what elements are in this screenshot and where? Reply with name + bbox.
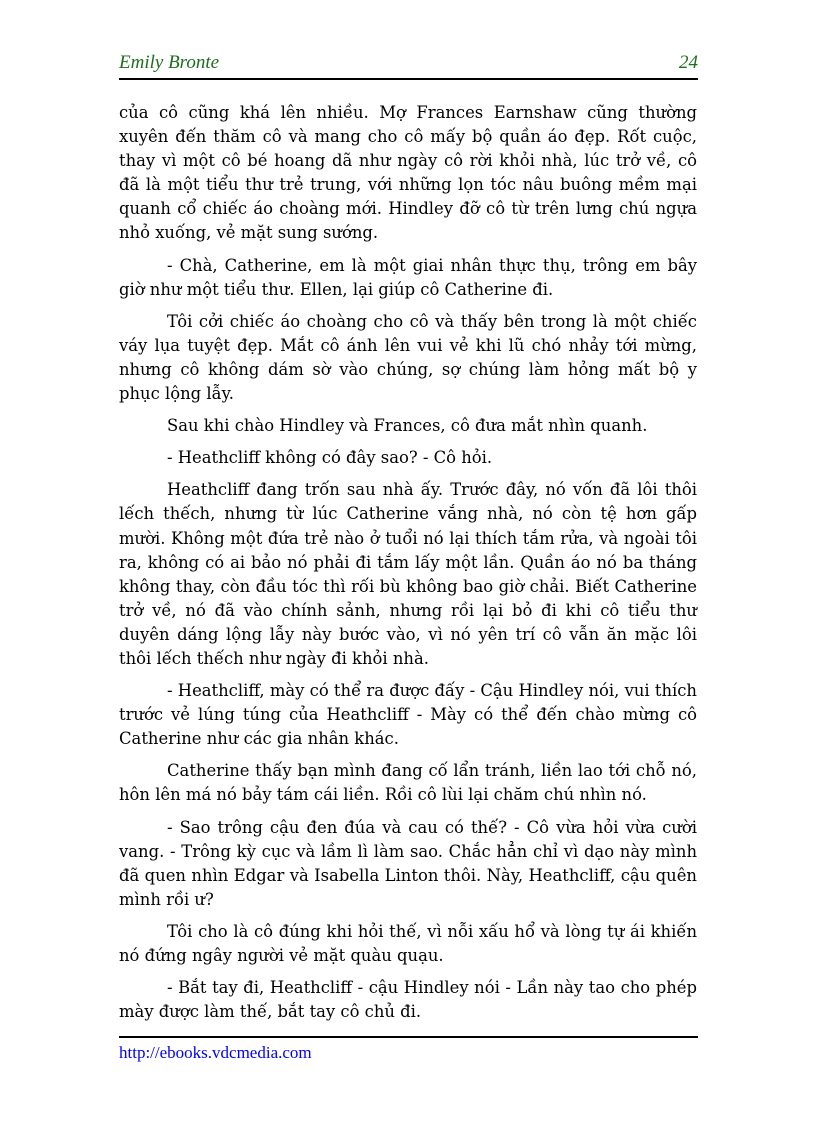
- page-header: [119, 50, 698, 80]
- paragraph: - Sao trông cậu đen đúa và cau có thế? - Cô vừa hỏi vừa cười vang. - Trông kỳ cục và lầm lì làm sao. Chắc hẳn chỉ vì dạo này mình đã quen nhìn Edgar và Isabella Linton thôi. Này, Heathcliff, cậu quên mình rồi ư?: [119, 817, 697, 909]
- paragraph: - Heathcliff, mày có thể ra được đấy - Cậu Hindley nói, vui thích trước vẻ lúng túng của Heathcliff - Mày có thể đến chào mừng cô Catherine như các gia nhân khác.: [119, 681, 697, 749]
- paragraph: - Heathcliff không có đây sao? - Cô hỏi.: [167, 448, 493, 468]
- paragraph: Tôi cho là cô đúng khi hỏi thế, vì nỗi xấu hổ và lòng tự ái khiến nó đứng ngây người vẻ mặt quàu quạu.: [119, 921, 697, 965]
- paragraph: Sau khi chào Hindley và Frances, cô đưa mắt nhìn quanh.: [167, 416, 648, 436]
- page-body: [119, 101, 697, 1032]
- paragraph: Heathcliff đang trốn sau nhà ấy. Trước đây, nó vốn đã lôi thôi lếch thếch, nhưng từ lúc Catherine vắng nhà, nó còn tệ hơn gấp mười. Không một đứa trẻ nào ở tuổi nó lại thích tắm rửa, và ngoài tôi ra, không có ai bảo nó phải đi tắm lấy một lần. Quần áo nó ba tháng không thay, còn đầu tóc thì rối bù không bao giờ chải. Biết Catherine trở về, nó đã vào chính sảnh, nhưng rồi lại bỏ đi khi cô tiểu thư duyên dáng lộng lẫy này bước vào, vì nó yên trí cô vẫn ăn mặc lôi thôi lếch thếch như ngày đi khỏi nhà.: [119, 480, 697, 668]
- paragraph: Tôi cởi chiếc áo choàng cho cô và thấy bên trong là một chiếc váy lụa tuyệt đẹp. Mắt cô ánh lên vui vẻ khi lũ chó nhảy tới mừng, nhưng cô không dám sờ vào chúng, sợ chúng làm hỏng mất bộ y phục lộng lẫy.: [119, 311, 697, 404]
- footer-website-link[interactable]: http://ebooks.vdcmedia.com: [119, 1043, 312, 1062]
- paragraph: của cô cũng khá lên nhiều. Mợ Frances Earnshaw cũng thường xuyên đến thăm cô và mang cho cô mấy bộ quần áo đẹp. Rốt cuộc, thay vì một cô bé hoang dã như ngày cô rời khỏi nhà, lúc trở về, cô đã là một tiểu thư trẻ trung, với những lọn tóc nâu buông mềm mại quanh cổ chiếc áo choàng mới. Hindley đỡ cô từ trên lưng chú ngựa nhỏ xuống, vẻ mặt sung sướng.: [119, 103, 697, 243]
- footer-divider: [119, 1036, 698, 1038]
- paragraph: - Chà, Catherine, em là một giai nhân thực thụ, trông em bây giờ như một tiểu thư. Ellen, lại giúp cô Catherine đi.: [119, 255, 697, 299]
- page-number: 24: [679, 52, 698, 73]
- paragraph: Catherine thấy bạn mình đang cố lẩn tránh, liền lao tới chỗ nó, hôn lên má nó bảy tám cái liền. Rồi cô lùi lại chăm chú nhìn nó.: [119, 761, 697, 805]
- header-author: Emily Bronte: [119, 52, 220, 73]
- paragraph: - Bắt tay đi, Heathcliff - cậu Hindley nói - Lần này tao cho phép mày được làm thế, bắt tay cô chủ đi.: [119, 978, 697, 1022]
